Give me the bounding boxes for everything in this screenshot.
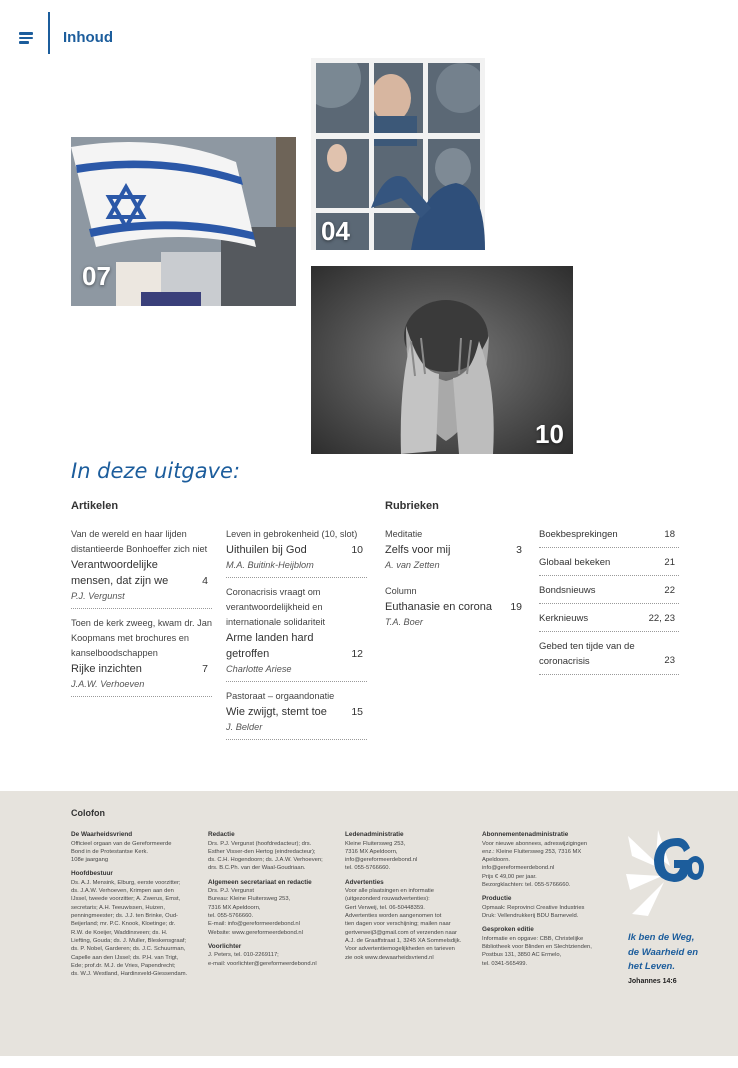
toc-title-text: Euthanasie en corona [385, 601, 493, 613]
toc-lead: Meditatie [385, 529, 423, 539]
photo-number: 07 [82, 261, 111, 291]
colofon-column-1 [71, 831, 201, 978]
colofon-heading: Ledenadministratie [345, 831, 404, 838]
toc-page: 3 [516, 544, 522, 556]
colofon-heading: Algemeen secretariaat en redactie [208, 878, 312, 886]
colofon-title: Colofon [71, 808, 105, 818]
toc-page: 15 [351, 706, 363, 718]
colofon-heading: Advertenties [345, 878, 384, 886]
toc-title-text: Zelfs voor mij [385, 544, 451, 556]
rubrieken-column-2 [539, 526, 679, 681]
artikelen-heading: Artikelen [71, 500, 119, 512]
toc-item[interactable] [539, 554, 679, 576]
colofon-column-2 [208, 831, 338, 968]
header-divider [48, 12, 50, 54]
article-photo-07[interactable] [71, 137, 296, 306]
artikelen-column-1 [71, 526, 212, 703]
rubrieken-heading: Rubrieken [385, 500, 439, 512]
article-photo-04[interactable] [311, 58, 485, 250]
toc-page: 23 [664, 655, 675, 666]
colofon-heading: De Waarheidsvriend [71, 831, 133, 838]
motto-reference: Johannes 14:6 [628, 978, 677, 985]
colofon-heading: Hoofdbestuur [71, 870, 113, 878]
toc-title [539, 611, 679, 626]
toc-lead: Pastoraat – orgaandonatie [226, 691, 335, 701]
colofon-heading: Voorlichter [208, 942, 242, 950]
artikelen-column-2 [226, 526, 367, 746]
colofon-heading: Productie [482, 895, 512, 903]
colofon-text: Informatie en opgave: CBB, Christelijke Bibliotheek voor Blinden en Slechtzienden, Postbus 131, 3850 AC Ermelo, tel. 0341-565499. [482, 935, 592, 967]
grief-illustration [311, 266, 573, 454]
colofon-text: Officieel orgaan van de Gereformeerde Bond in de Protestantse Kerk. 108e jaargang [71, 840, 172, 864]
toc-item[interactable] [226, 584, 367, 682]
toc-title [385, 542, 526, 558]
colofon-text: J. Peters, tel. 010-2269117; e-mail: voorlichter@gereformeerdebond.nl [208, 952, 317, 967]
toc-title-text: Verantwoordelijke mensen, dat zijn we [71, 559, 169, 587]
colofon-text: Voor alle plaatsingen en informatie (uitgezonderd rouwadvertenties): Gert Verweij, tel. 06-50448359. Advertenties worden aangenomen tot tien dagen voor verschijning; mailen naar gertverweij3@gmail.com of verzenden naar A.J. de Graaffstraat 1, 3245 XA Sommelsdijk. Voor advertentiemogelijkheden en tarieven zie ook www.dewaarheidsvriend.nl [345, 888, 462, 961]
toc-title [385, 599, 526, 615]
toc-title-text: Bondsnieuws [539, 585, 596, 596]
toc-title-text: Wie zwijgt, stemt toe [226, 706, 327, 718]
toc-title-text: Boekbesprekingen [539, 529, 618, 540]
toc-item[interactable] [385, 583, 526, 634]
toc-item[interactable] [226, 526, 367, 578]
issue-title: In deze uitgave: [71, 459, 241, 483]
toc-title [71, 661, 212, 677]
rubrieken-column-1 [385, 526, 526, 640]
toc-author: J.A.W. Verhoeven [71, 679, 145, 689]
toc-title-text: Gebed ten tijde van de coronacrisis [539, 641, 635, 667]
toc-title [539, 583, 679, 598]
photo-number: 04 [321, 216, 350, 246]
toc-item[interactable] [71, 526, 212, 609]
toc-title [226, 542, 367, 558]
colofon-heading: Gesproken editie [482, 926, 534, 934]
toc-author: P.J. Vergunst [71, 591, 125, 601]
toc-title [226, 704, 367, 720]
toc-lead: Coronacrisis vraagt om verantwoordelijkheid en internationale solidariteit [226, 587, 326, 627]
toc-title [539, 639, 679, 669]
toc-author: T.A. Boer [385, 617, 423, 627]
toc-title [539, 555, 679, 570]
toc-item[interactable] [226, 688, 367, 740]
toc-title-text: Rijke inzichten [71, 663, 142, 675]
toc-title-text: Uithuilen bij God [226, 544, 307, 556]
toc-lead: Van de wereld en haar lijden distantieerde Bonhoeffer zich niet [71, 529, 208, 554]
gereformeerde-bond-logo-icon [626, 826, 706, 916]
toc-lead: Leven in gebrokenheid (10, slot) [226, 529, 358, 539]
colofon-text: Kleine Fluitersweg 253, 7316 MX Apeldoorn, info@gereformeerdebond.nl tel. 055-5766660. [345, 840, 418, 872]
colofon-text: Drs. P.J. Vergunst Bureau: Kleine Fluitersweg 253, 7316 MX Apeldoorn, tel. 055-5766660. E-mail: info@gereformeerdebond.nl Website: www.gereformeerdebond.nl [208, 888, 303, 936]
colofon-text: Drs. P.J. Vergunst (hoofdredacteur); drs. Esther Visser-den Hertog (eindredacteur); ds. C.H. Hogendoorn; ds. J.A.W. Verhoeven; drs. B.C.Ph. van der Waal-Goudriaan. [208, 840, 323, 872]
toc-title-text: Globaal bekeken [539, 557, 611, 568]
toc-author: J. Belder [226, 722, 263, 732]
toc-item[interactable] [539, 638, 679, 675]
toc-page: 18 [664, 529, 675, 540]
toc-page: 7 [202, 663, 208, 675]
toc-item[interactable] [539, 610, 679, 632]
toc-page: 22 [664, 585, 675, 596]
toc-page: 22, 23 [648, 613, 675, 624]
toc-title-text: Arme landen hard getroffen [226, 632, 314, 660]
toc-title [226, 630, 367, 662]
toc-item[interactable] [385, 526, 526, 577]
toc-lead: Column [385, 586, 417, 596]
toc-item[interactable] [71, 615, 212, 697]
page-title[interactable]: Inhoud [63, 29, 113, 46]
colofon-column-3 [345, 831, 475, 962]
toc-page: 10 [351, 544, 363, 556]
toc-title-text: Kerknieuws [539, 613, 589, 624]
colofon-heading: Redactie [208, 831, 235, 838]
motto: Ik ben de Weg, de Waarheid en het Leven. [628, 932, 699, 972]
colofon-text: Opmaak: Reprovinci Creative Industries Druk: Vellendrukkerij BDU Barneveld. [482, 904, 585, 920]
toc-title [539, 527, 679, 542]
toc-page: 21 [664, 557, 675, 568]
toc-author: M.A. Buitink-Heijblom [226, 560, 314, 570]
toc-page: 12 [351, 648, 363, 660]
toc-title [71, 557, 212, 589]
article-photo-10[interactable] [311, 266, 573, 454]
toc-lead: Toen de kerk zweeg, kwam dr. Jan Koopmans met brochures en kanselboodschappen [71, 618, 212, 658]
colofon-column-4 [482, 831, 612, 968]
colofon-text: Voor nieuwe abonnees, adreswijzigingen enz.: Kleine Fluitersweg 253, 7316 MX Apeldoorn. info@gereformeerdebond.nl Prijs € 49,00 per jaar. Bezorgklachten: tel. 055-5766660. [482, 840, 588, 888]
toc-author: Charlotte Ariese [226, 664, 292, 674]
toc-author: A. van Zetten [385, 560, 440, 570]
photo-number: 10 [535, 419, 564, 449]
colofon-heading: Abonnementenadministratie [482, 831, 569, 838]
toc-page: 4 [202, 575, 208, 587]
hamburger-menu-icon[interactable] [19, 31, 35, 45]
colofon-text: Ds. A.J. Mensink, Elburg, eerste voorzitter; ds. J.A.W. Verhoeven, Krimpen aan den IJssel, tweede voorzitter; A. Zwerus, Emst, secretaris; A.H. Teeuwissen, Huizen, penningmeester; ds. J.J. ten Brinke, Oud- Beijerland; mr. P.C. Knook, Kloetinge; dr. R.W. de Koeijer, Waddinxveen; ds. H. Liefting, Gouda; ds. J. Muller, Bleskensgraaf; ds. P. Nobel, Garderen; ds. J.C. Schuurman, Capelle aan den IJssel; ds. P.H. van Trigt, Ede; prof.dr. M.J. de Vries, Papendrecht; ds. W.J. Westland, Hardinxveld-Giessendam. [71, 879, 188, 978]
toc-item[interactable] [539, 526, 679, 548]
toc-item[interactable] [539, 582, 679, 604]
toc-page: 19 [510, 601, 522, 613]
